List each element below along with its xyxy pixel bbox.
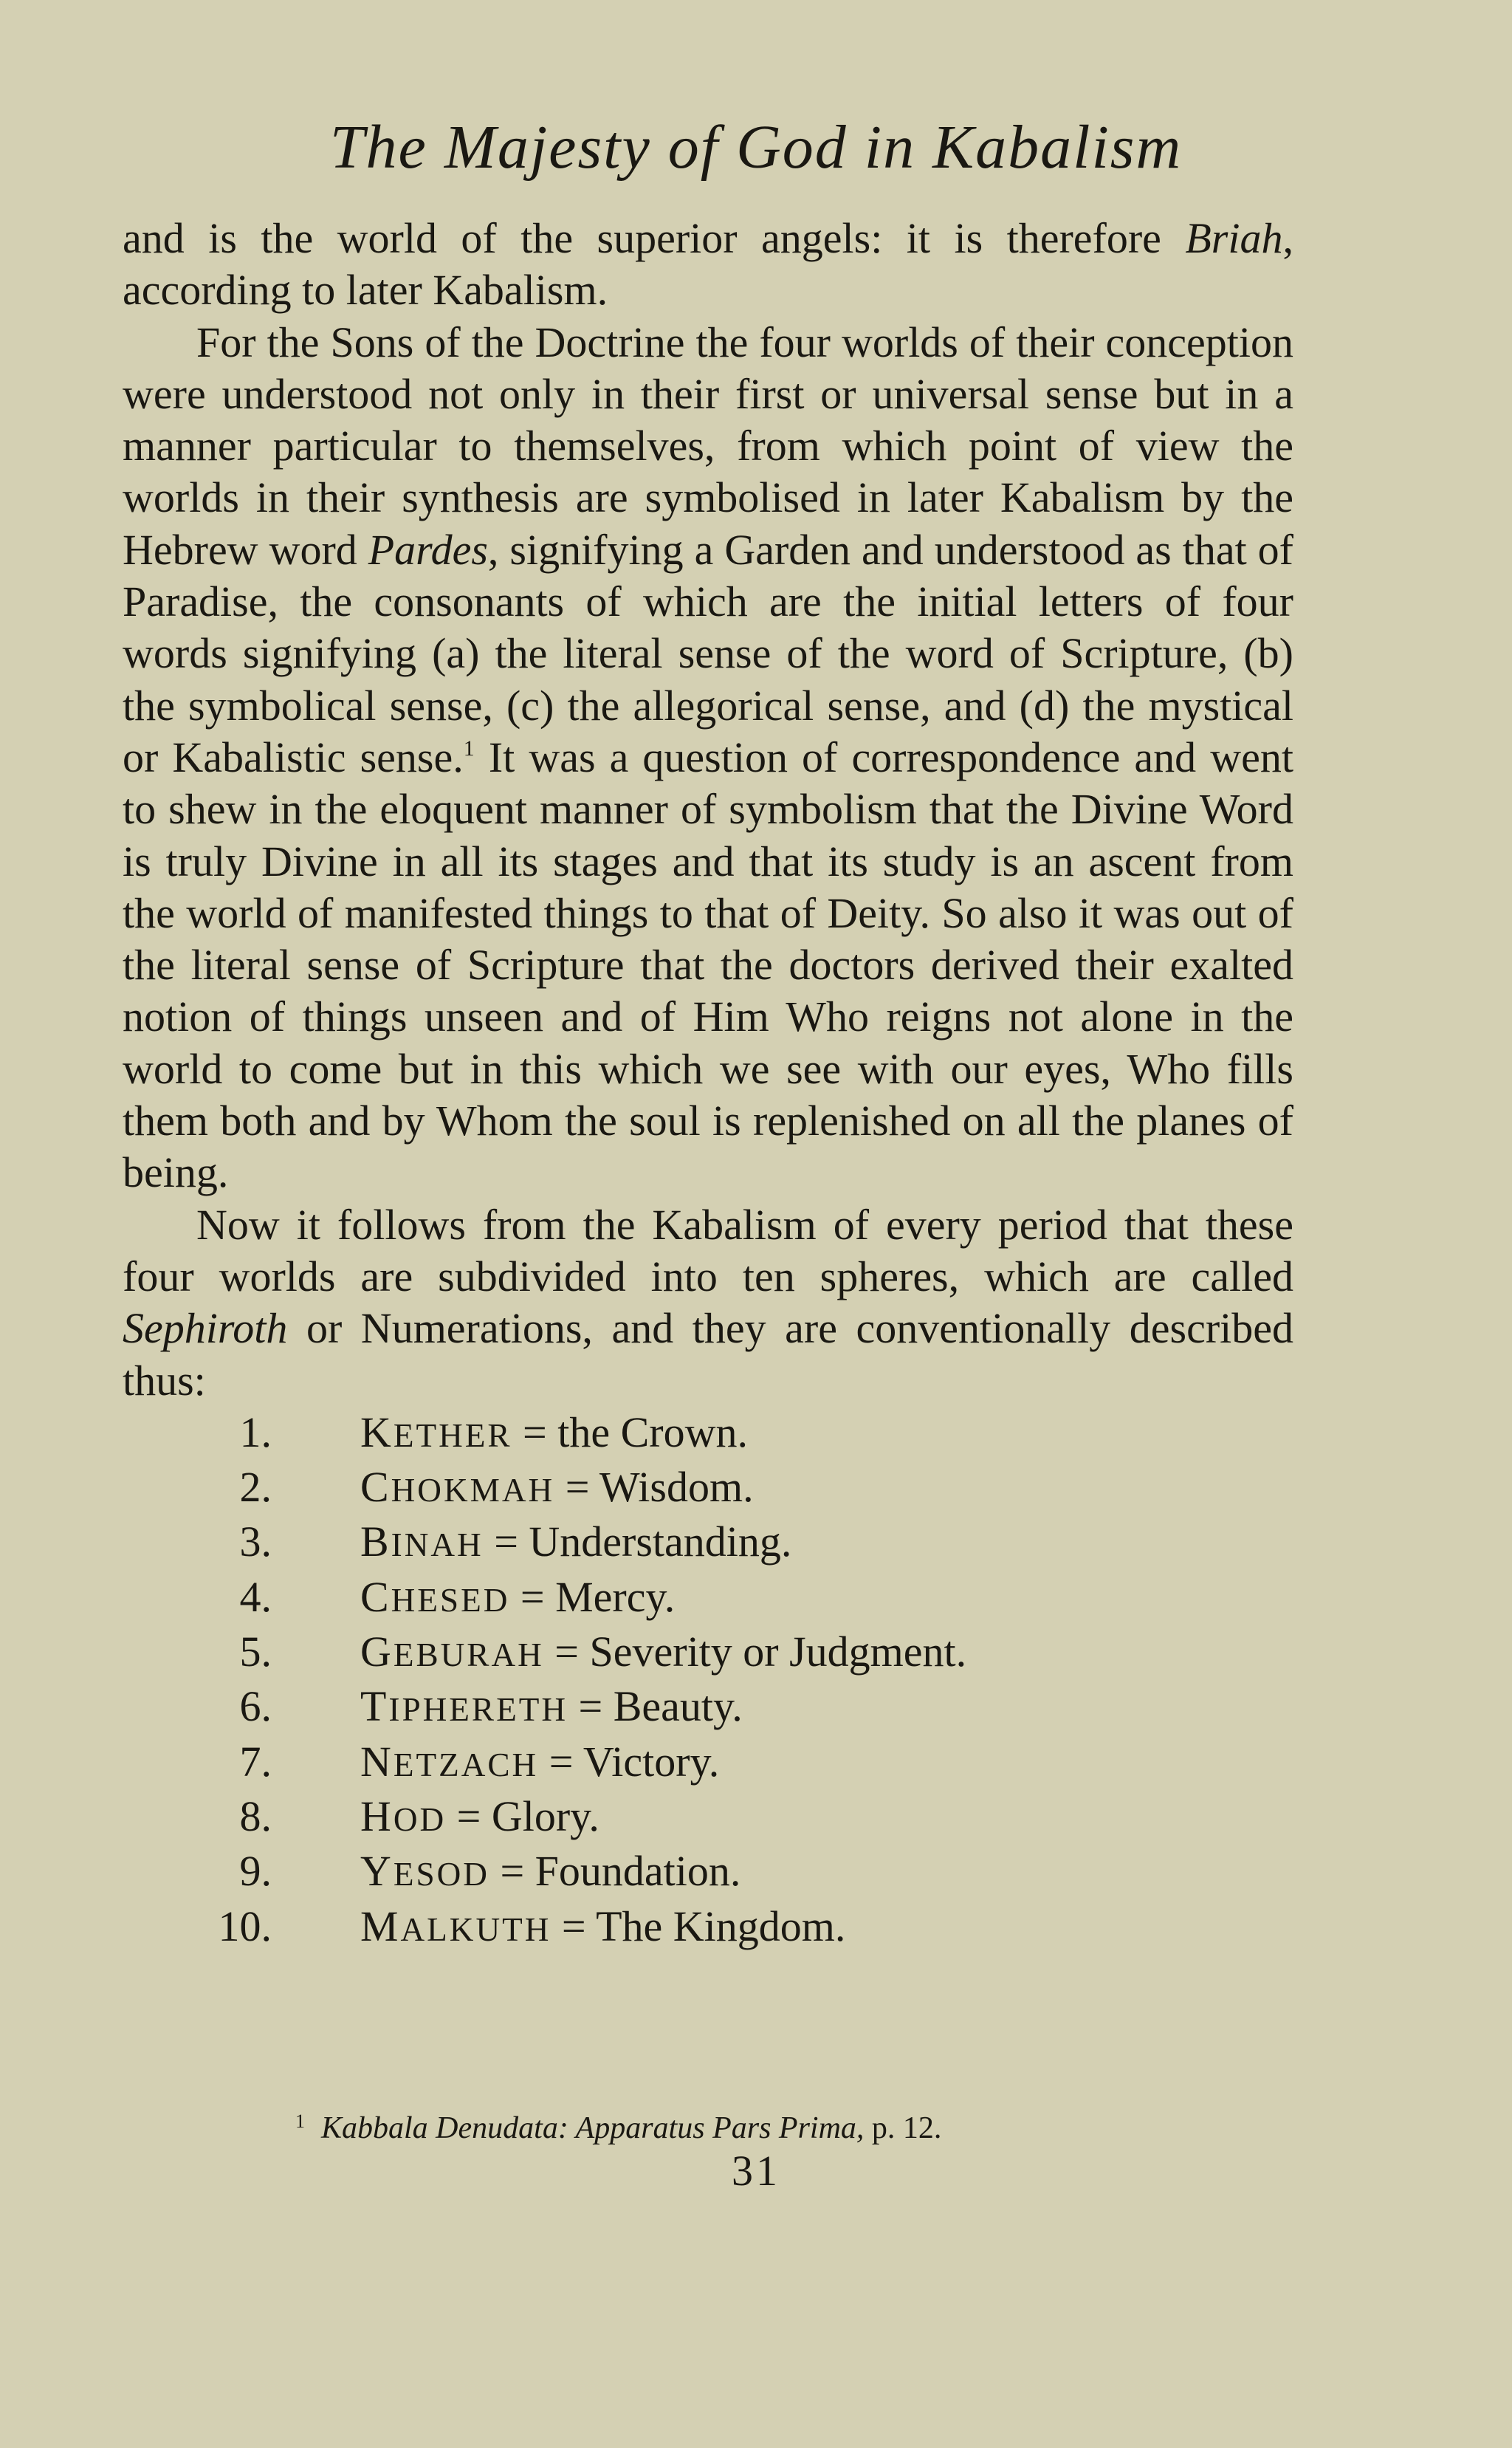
list-item: 2. CHOKMAH = Wisdom. [239,1463,754,1512]
sephirah-name: GEBURAH [360,1628,544,1676]
page-number: 31 [732,2147,780,2195]
body-text [123,213,1293,1955]
term-sephiroth: Sephiroth [123,1304,288,1353]
footnote-marker: 1 [295,2111,305,2132]
list-item: 5. GEBURAH = Severity or Judgment. [239,1628,967,1676]
sephirah-name: BINAH [360,1518,484,1566]
list-item: 7. NETZACH = Victory. [239,1737,720,1786]
list-item: 1. KETHER = the Crown. [239,1408,748,1456]
paragraph-3: Now it follows from the Kabalism of every period that these four worlds are subdivided into ten spheres, which are called Sephiroth or Numerations, and they are conventionally described thus: [123,1200,1293,1405]
sephirah-name: CHOKMAH [360,1463,555,1512]
paragraph-2: For the Sons of the Doctrine the four worlds of their conception were understood not only in their first or universal sense but in a manner particular to themselves, from which point of view the worlds in their synthesis are symbolised in later Kabalism by the Hebrew word Pardes, signifying a Garden and understood as that of Paradise, the consonants of which are the initial letters of four words signifying (a) the literal sense of the word of Scripture, (b) the symbolical sense, (c) the allegorical sense, and (d) the mystical or Kabalistic sense.$^1$ It was a question of correspondence and went to shew in the eloquent manner of symbolism that the Divine Word is truly Divine in all its stages and that its study is an ascent from the world of manifested things to that of Deity. So also it was out of the literal sense of Scripture that the doctors derived their exalted notion of things unseen and of Him Who reigns not alone in the world to come but in this which we see with our eyes, Who fills them both and by Whom the soul is replenished on all the planes of being. [123,318,1293,1197]
sephirah-name: NETZACH [360,1737,539,1786]
list-item: 10. MALKUTH = The Kingdom. [218,1902,846,1950]
sephirah-name: CHESED [360,1572,510,1621]
paragraph-1: and is the world of the superior angels: it is therefore Briah, according to later Kabalism. [123,214,1293,315]
list-item: 9. YESOD = Foundation. [239,1847,741,1896]
term-briah: Briah [1185,214,1283,262]
footnote-reference: 1 [463,736,475,761]
term-pardes: Pardes [368,525,488,574]
list-item: 8. HOD = Glory. [239,1792,599,1840]
running-title: The Majesty of God in Kabalism [329,113,1183,182]
sephiroth-list [123,1407,1293,1955]
list-item: 3. BINAH = Understanding. [239,1518,792,1566]
sephirah-name: KETHER [360,1408,512,1456]
sephirah-name: MALKUTH [360,1902,551,1950]
sephirah-name: HOD [360,1792,447,1840]
list-item: 4. CHESED = Mercy. [239,1572,676,1621]
sephirah-name: YESOD [360,1847,489,1896]
footnote: $^1$ Kabbala Denudata: Apparatus Pars Prima, p. 12. [295,2111,942,2145]
list-item: 6. TIPHERETH = Beauty. [239,1682,743,1731]
sephirah-name: TIPHERETH [360,1682,568,1731]
